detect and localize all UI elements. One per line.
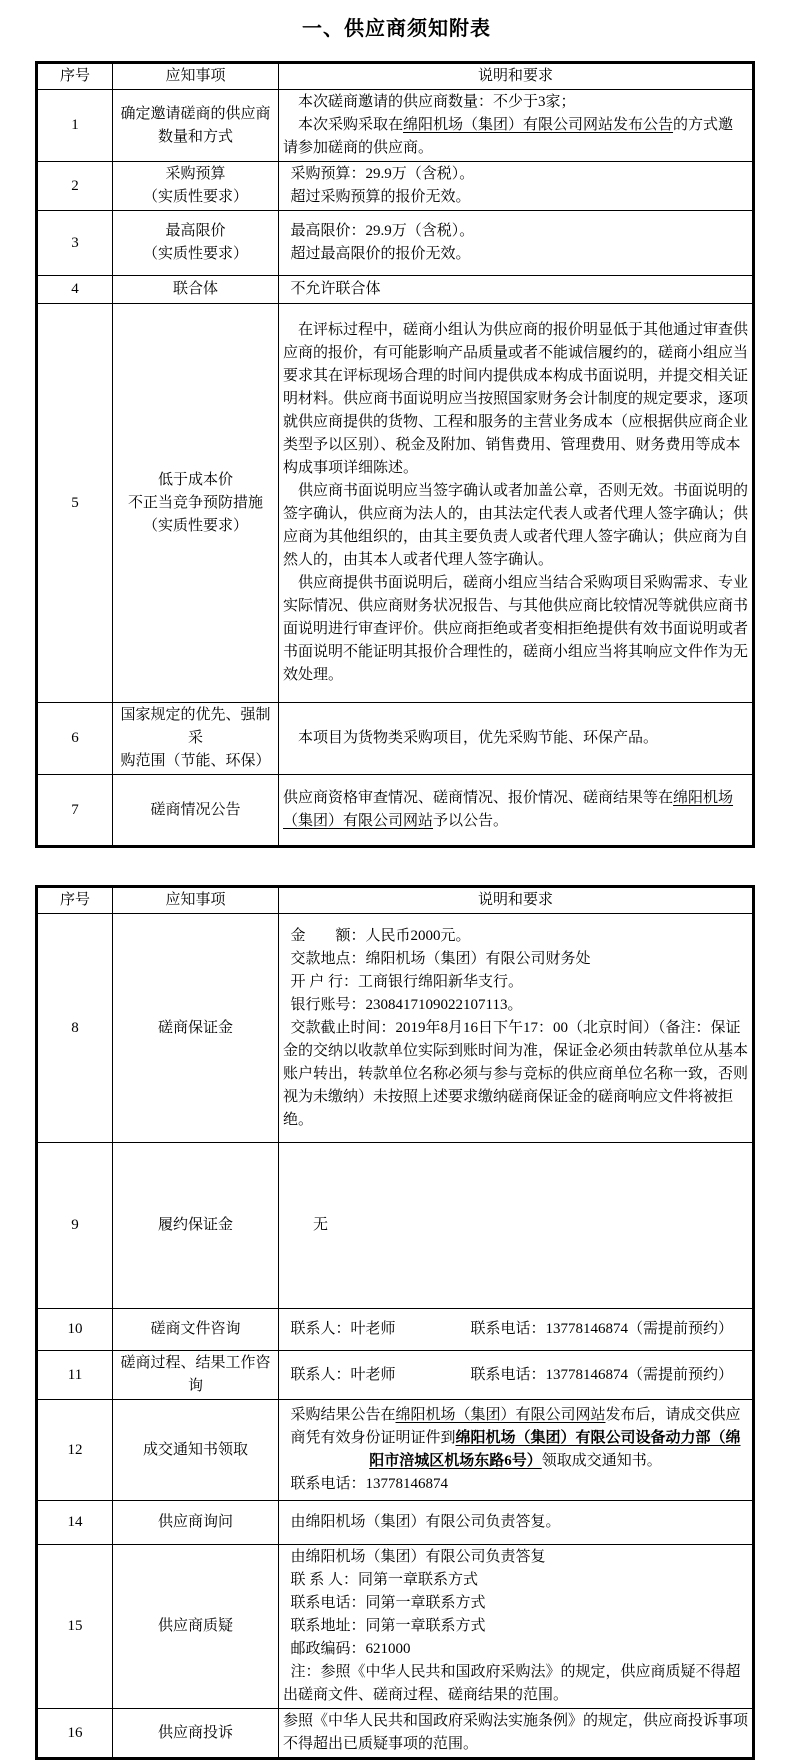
text-segment: 供应商提供书面说明后，磋商小组应当结合采购项目采购需求、专业实际情况、供应商财务状况报告、与其他供应商比较情况等就供应商书面说明进行审查评价。供应商拒绝或者变相拒绝提供有效书面说明或者书面说明不能证明其报价合理性的，磋商小组应当将其响应文件作为无效处理。 bbox=[283, 575, 749, 683]
table-row bbox=[37, 1501, 754, 1545]
table-row bbox=[37, 1545, 754, 1709]
item-line: 联合体 bbox=[172, 281, 218, 297]
table-row bbox=[37, 1400, 754, 1501]
paragraph bbox=[283, 278, 748, 301]
paragraph bbox=[283, 727, 748, 750]
text-segment: 联系人：叶老师 联系电话：13778146874（需提前预约） bbox=[290, 1321, 734, 1337]
cell-description bbox=[279, 1400, 754, 1501]
text-segment: 绵阳机场（集团）有限公司网站 bbox=[395, 1407, 606, 1423]
text-segment: 供应商书面说明应当签字确认或者加盖公章，否则无效。书面说明的签字确认，供应商为法人的，由其法定代表人或者代理人签字确认；供应商为其他组织的，由其主要负责人或者代理人签字确认；供应商为自然人的，由其本人或者代理人签字确认。 bbox=[283, 483, 749, 568]
cell-item-name bbox=[113, 1545, 279, 1709]
text-segment: 联 系 人：同第一章联系方式 bbox=[290, 1572, 479, 1588]
text-segment: 绵阳机场（集团）有限公司设备动力部（绵阳市涪城区机场东路6号） bbox=[369, 1430, 741, 1469]
text-segment: 在评标过程中，磋商小组认为供应商的报价明显低于其他通过审查供应商的报价，有可能影响产品质量或者不能诚信履约的，磋商小组应当要求其在评标现场合理的时间内提供成本构成书面说明，并提交相关证明材料。供应商书面说明应当按照国家财务会计制度的规定要求，逐项就供应商提供的货物、工程和服务的主营业务成本（应根据供应商企业类型予以区别）、税金及附加、销售费用、管理费用、财务费用等成本构成事项详细陈述。 bbox=[283, 322, 749, 476]
item-line: 最高限价 bbox=[165, 223, 226, 239]
item-line: 供应商投诉 bbox=[157, 1724, 233, 1741]
table1-body bbox=[37, 90, 754, 847]
paragraph bbox=[283, 1404, 748, 1473]
text-segment: 邮政编码：621000 bbox=[290, 1641, 411, 1657]
text-segment: 超过采购预算的报价无效。 bbox=[290, 189, 471, 205]
item-line: 不正当竞争预防措施 bbox=[127, 494, 263, 511]
text-segment: 银行账号：2308417109022107113。 bbox=[290, 996, 523, 1013]
item-line: 磋商情况公告 bbox=[150, 801, 241, 818]
paragraph bbox=[283, 1214, 748, 1237]
text-segment: 发布后，请成交供应商凭有效身份证明证件到 bbox=[290, 1407, 741, 1446]
cell-description bbox=[279, 775, 754, 847]
text-segment: 本次采购采取在 bbox=[298, 117, 404, 133]
header-desc: 说明和要求 bbox=[279, 63, 754, 90]
text-segment: 注：参照《中华人民共和国政府采购法》的规定，供应商质疑不得超出磋商文件、磋商过程、磋商结果的范围。 bbox=[283, 1664, 741, 1703]
cell-row-number: 9 bbox=[37, 1143, 113, 1309]
paragraph bbox=[283, 1364, 748, 1387]
text-segment: 采购预算：29.9万（含税）。 bbox=[290, 166, 475, 182]
cell-item-name bbox=[113, 276, 279, 304]
text-segment: 的方式邀请参加磋商的供应商。 bbox=[283, 117, 734, 156]
cell-description bbox=[279, 1309, 754, 1351]
item-line: 采购预算 bbox=[165, 166, 226, 182]
paragraph bbox=[283, 1710, 748, 1756]
text-segment: 本项目为货物类采购项目，优先采购节能、环保产品。 bbox=[298, 730, 659, 746]
text-segment: 由绵阳机场（集团）有限公司负责答复 bbox=[290, 1549, 546, 1565]
text-segment: 金 额：人民币2000元。 bbox=[290, 927, 471, 944]
cell-row-number: 16 bbox=[37, 1709, 113, 1759]
text-segment: 由绵阳机场（集团）有限公司负责答复。 bbox=[290, 1514, 561, 1530]
cell-row-number: 10 bbox=[37, 1309, 113, 1351]
cell-item-name bbox=[113, 1501, 279, 1545]
item-line: 确定邀请磋商的供应商 bbox=[120, 105, 271, 122]
header-row bbox=[37, 887, 754, 914]
text-segment: 联系电话：13778146874 bbox=[290, 1476, 449, 1492]
supplier-notice-table-1 bbox=[35, 61, 755, 848]
paragraph bbox=[283, 163, 748, 186]
item-line: 磋商保证金 bbox=[157, 1019, 233, 1036]
cell-item-name bbox=[113, 1309, 279, 1351]
cell-description bbox=[279, 914, 754, 1143]
cell-description bbox=[279, 276, 754, 304]
paragraph bbox=[283, 1473, 748, 1496]
paragraph bbox=[283, 1661, 748, 1707]
table-row bbox=[37, 1351, 754, 1400]
text-segment: 绵阳机场（集团）有限公司网站发布公告 bbox=[403, 117, 674, 133]
cell-row-number: 8 bbox=[37, 914, 113, 1143]
cell-item-name bbox=[113, 775, 279, 847]
item-line: 磋商过程、结果工作咨询 bbox=[120, 1355, 271, 1394]
cell-description bbox=[279, 1501, 754, 1545]
table-row bbox=[37, 304, 754, 703]
paragraph bbox=[283, 1569, 748, 1592]
item-line: 购范围（节能、环保） bbox=[120, 753, 271, 769]
cell-item-name bbox=[113, 1709, 279, 1759]
cell-row-number: 4 bbox=[37, 276, 113, 304]
cell-row-number: 2 bbox=[37, 162, 113, 211]
paragraph bbox=[283, 572, 748, 687]
text-segment: 绵阳机场（集团）有限公司网站 bbox=[283, 790, 734, 829]
cell-item-name bbox=[113, 304, 279, 703]
cell-item-name bbox=[113, 703, 279, 775]
cell-description bbox=[279, 1709, 754, 1759]
item-line: 供应商询问 bbox=[157, 1514, 233, 1530]
paragraph bbox=[283, 925, 748, 948]
text-segment: 交款地点：绵阳机场（集团）有限公司财务处 bbox=[290, 950, 591, 967]
table-row bbox=[37, 162, 754, 211]
paragraph bbox=[283, 1511, 748, 1534]
item-line: 低于成本价 bbox=[157, 471, 233, 488]
table-row bbox=[37, 1709, 754, 1759]
paragraph bbox=[283, 91, 748, 114]
cell-description bbox=[279, 703, 754, 775]
table-row bbox=[37, 914, 754, 1143]
cell-description bbox=[279, 1545, 754, 1709]
item-line: 成交通知书领取 bbox=[142, 1441, 248, 1458]
table-row bbox=[37, 90, 754, 162]
paragraph bbox=[283, 994, 748, 1017]
text-segment: 予以公告。 bbox=[433, 813, 509, 829]
header-row bbox=[37, 63, 754, 90]
cell-row-number: 15 bbox=[37, 1545, 113, 1709]
cell-row-number: 14 bbox=[37, 1501, 113, 1545]
paragraph bbox=[283, 787, 748, 833]
cell-description bbox=[279, 162, 754, 211]
item-line: （实质性要求） bbox=[142, 517, 248, 534]
cell-item-name bbox=[113, 1351, 279, 1400]
paragraph bbox=[283, 480, 748, 572]
paragraph bbox=[283, 220, 748, 243]
paragraph bbox=[283, 186, 748, 209]
text-segment: 最高限价：29.9万（含税）。 bbox=[290, 223, 475, 239]
cell-row-number: 3 bbox=[37, 211, 113, 276]
item-line: （实质性要求） bbox=[142, 246, 248, 262]
table2-body bbox=[37, 914, 754, 1759]
paragraph bbox=[283, 971, 748, 994]
cell-row-number: 1 bbox=[37, 90, 113, 162]
text-segment: 无 bbox=[313, 1217, 329, 1233]
table-row bbox=[37, 703, 754, 775]
paragraph bbox=[283, 1615, 748, 1638]
supplier-notice-table-2 bbox=[35, 885, 755, 1760]
paragraph bbox=[283, 114, 748, 160]
table-row bbox=[37, 1143, 754, 1309]
text-segment: 开 户 行：工商银行绵阳新华支行。 bbox=[290, 973, 524, 990]
header-no: 序号 bbox=[37, 63, 113, 90]
page-title: 一、供应商须知附表 bbox=[302, 18, 491, 40]
paragraph bbox=[283, 243, 748, 266]
cell-row-number: 6 bbox=[37, 703, 113, 775]
paragraph bbox=[283, 1546, 748, 1569]
text-segment: 不允许联合体 bbox=[290, 281, 381, 297]
paragraph bbox=[283, 1017, 748, 1132]
cell-item-name bbox=[113, 1143, 279, 1309]
text-segment: 领取成交通知书。 bbox=[541, 1453, 662, 1469]
cell-description bbox=[279, 304, 754, 703]
paragraph bbox=[283, 948, 748, 971]
cell-description bbox=[279, 90, 754, 162]
item-line: 国家规定的优先、强制采 bbox=[120, 707, 271, 746]
header-item: 应知事项 bbox=[113, 63, 279, 90]
document-page bbox=[0, 12, 793, 1760]
item-line: 履约保证金 bbox=[157, 1217, 233, 1233]
header-desc: 说明和要求 bbox=[279, 887, 754, 914]
cell-item-name bbox=[113, 90, 279, 162]
cell-row-number: 12 bbox=[37, 1400, 113, 1501]
text-segment: 联系电话：同第一章联系方式 bbox=[290, 1595, 486, 1611]
text-segment: 超过最高限价的报价无效。 bbox=[290, 246, 471, 262]
header-item: 应知事项 bbox=[113, 887, 279, 914]
cell-description bbox=[279, 211, 754, 276]
text-segment: 参照《中华人民共和国政府采购法实施条例》的规定，供应商投诉事项不得超出已质疑事项的范围。 bbox=[283, 1713, 749, 1752]
cell-description bbox=[279, 1351, 754, 1400]
text-segment: 交款截止时间：2019年8月16日下午17：00（北京时间）（备注：保证金的交纳以收款单位实际到账时间为准，保证金必须由转款单位从基本账户转出，转款单位名称必须与参与竞标的供应商单位名称一致，否则视为未缴纳）未按照上述要求缴纳磋商保证金的磋商响应文件将被拒绝。 bbox=[283, 1019, 749, 1128]
header-no: 序号 bbox=[37, 887, 113, 914]
cell-row-number: 11 bbox=[37, 1351, 113, 1400]
cell-row-number: 7 bbox=[37, 775, 113, 847]
cell-row-number: 5 bbox=[37, 304, 113, 703]
item-line: （实质性要求） bbox=[142, 189, 248, 205]
cell-description bbox=[279, 1143, 754, 1309]
item-line: 磋商文件咨询 bbox=[150, 1321, 241, 1337]
text-segment: 联系地址：同第一章联系方式 bbox=[290, 1618, 486, 1634]
text-segment: 联系人：叶老师 联系电话：13778146874（需提前预约） bbox=[290, 1366, 734, 1383]
table-row bbox=[37, 1309, 754, 1351]
item-line: 供应商质疑 bbox=[157, 1618, 233, 1634]
cell-item-name bbox=[113, 162, 279, 211]
table-row bbox=[37, 276, 754, 304]
cell-item-name bbox=[113, 211, 279, 276]
paragraph bbox=[283, 1638, 748, 1661]
cell-item-name bbox=[113, 1400, 279, 1501]
paragraph bbox=[283, 1592, 748, 1615]
paragraph bbox=[283, 1318, 748, 1341]
table-row bbox=[37, 211, 754, 276]
text-segment: 采购结果公告在 bbox=[290, 1407, 396, 1423]
paragraph bbox=[283, 319, 748, 480]
text-segment: 供应商资格审查情况、磋商情况、报价情况、磋商结果等在 bbox=[283, 790, 674, 806]
cell-item-name bbox=[113, 914, 279, 1143]
table-row bbox=[37, 775, 754, 847]
item-line: 数量和方式 bbox=[157, 128, 233, 145]
text-segment: 本次磋商邀请的供应商数量：不少于3家； bbox=[298, 94, 576, 110]
